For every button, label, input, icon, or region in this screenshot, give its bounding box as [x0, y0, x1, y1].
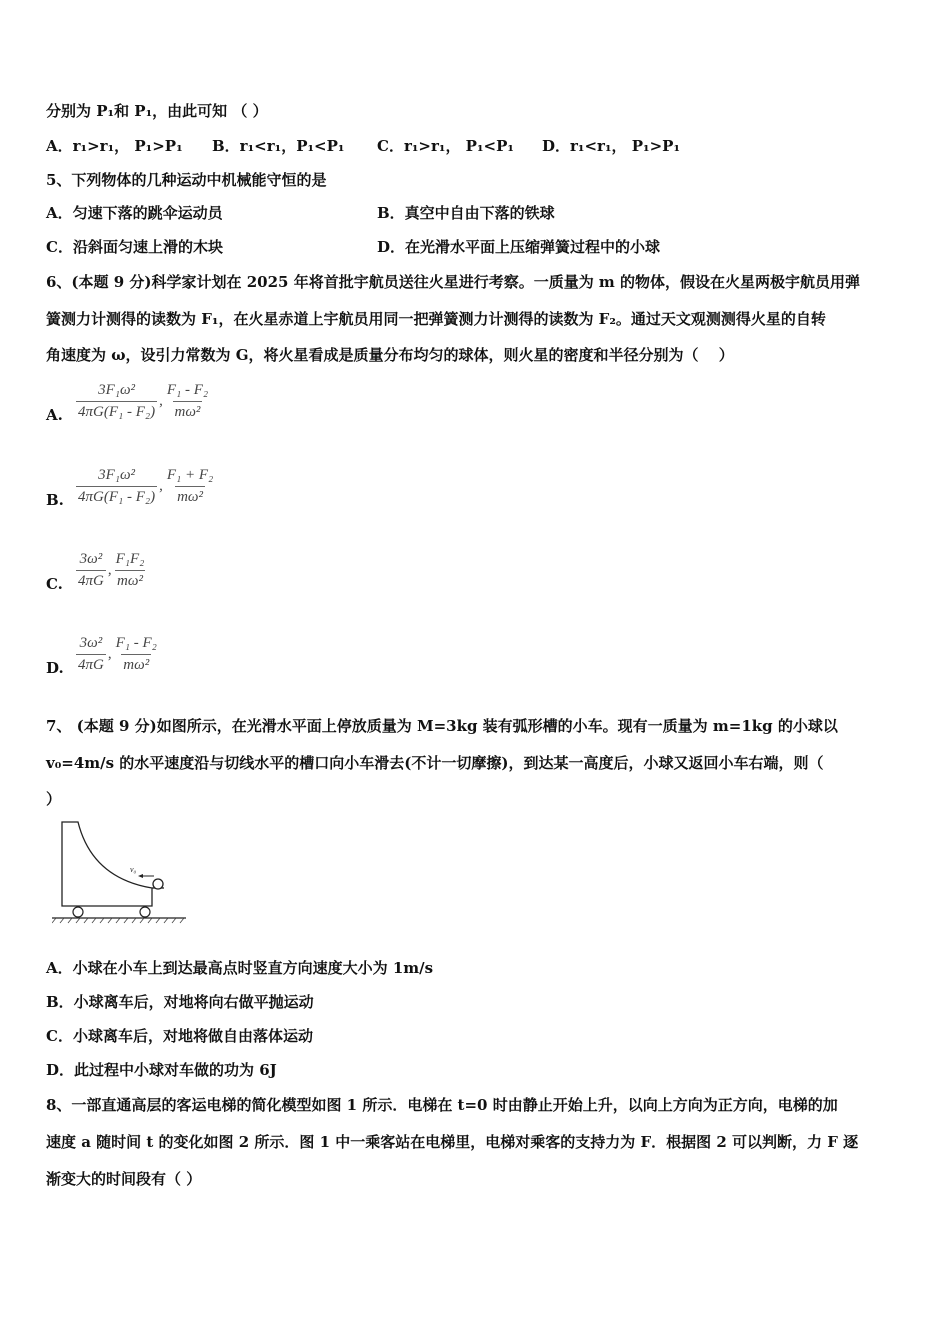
q5-option-a: A．匀速下落的跳伞运动员: [46, 204, 223, 222]
numerator: 3ω²: [79, 635, 103, 651]
fraction: [165, 467, 215, 506]
q7-stem-line2: v₀=4m/s 的水平速度沿与切线水平的槽口向小车滑去(不计一切摩擦)，到达某一高度后，小球又返回小车右端，则（: [46, 754, 824, 772]
q6-stem-line2: 簧测力计测得的读数为 F₁，在火星赤道上宇航员用同一把弹簧测力计测得的读数为 F₂。通过天文观测测得火星的自转: [46, 310, 826, 328]
numerator: 3ω²: [79, 551, 103, 567]
numerator: 3F₁ω²: [98, 467, 136, 483]
denominator: 4πG: [76, 654, 106, 674]
numerator: F₁ - F₂: [166, 382, 209, 398]
q4-option-b: B．r₁<r₁，P₁<P₁: [212, 137, 345, 155]
q6-option-a-formula: [76, 382, 210, 421]
q4-option-a: A．r₁>r₁， P₁>P₁: [46, 137, 183, 155]
q4-option-d: D．r₁<r₁， P₁>P₁: [542, 137, 681, 155]
fraction: [76, 467, 157, 506]
velocity-label: v₀: [130, 865, 137, 874]
q4-stem-tail: 分别为 P₁和 P₁，由此可知 （ ）: [46, 102, 268, 120]
denominator: 4πG(F₁ - F₂): [76, 486, 157, 506]
q6-option-c-formula: [76, 551, 146, 590]
q8-stem-line1: 8、一部直通高层的客运电梯的简化模型如图 1 所示．电梯在 t=0 时由静止开始上升，以向上方向为正方向，电梯的加: [46, 1096, 838, 1114]
comma: ,: [159, 393, 163, 409]
fraction: [76, 382, 157, 421]
cart-with-curved-groove-figure: [52, 818, 192, 930]
q7-option-b: B．小球离车后，对地将向右做平抛运动: [46, 993, 314, 1011]
q4-option-c: C．r₁>r₁， P₁<P₁: [377, 137, 514, 155]
q5-option-d: D．在光滑水平面上压缩弹簧过程中的小球: [377, 238, 661, 256]
q7-option-d: D．此过程中小球对车做的功为 6J: [46, 1061, 277, 1079]
comma: ,: [107, 646, 112, 662]
q7-option-a: A．小球在小车上到达最高点时竖直方向速度大小为 1m/s: [46, 959, 434, 977]
q6-option-d-label: D.: [46, 659, 64, 677]
denominator: mω²: [121, 654, 151, 674]
numerator: F₁F₂: [115, 551, 145, 567]
q5-stem: 5、下列物体的几种运动中机械能守恒的是: [46, 171, 327, 189]
q6-option-b-formula: [76, 467, 215, 506]
q6-option-d-formula: [76, 635, 159, 674]
q6-stem-line1: 6、(本题 9 分)科学家计划在 2025 年将首批宇航员送往火星进行考察。一质量为 m 的物体，假设在火星两极宇航员用弹: [46, 273, 861, 291]
q5-option-c: C．沿斜面匀速上滑的木块: [46, 238, 223, 256]
fraction: [76, 551, 106, 590]
wheel: [140, 907, 150, 917]
q8-stem-line2: 速度 a 随时间 t 的变化如图 2 所示．图 1 中一乘客站在电梯里，电梯对乘客的支持力为 F．根据图 2 可以判断，力 F 逐: [46, 1133, 859, 1151]
ball: [153, 879, 163, 889]
q7-stem-line3: ）: [46, 790, 62, 808]
q6-stem-line3: 角速度为 ω，设引力常数为 G，将火星看成是质量分布均匀的球体，则火星的密度和半径分别为（ ）: [46, 346, 734, 364]
q6-option-b-label: B.: [46, 491, 64, 509]
denominator: mω²: [115, 570, 145, 590]
denominator: 4πG: [76, 570, 106, 590]
numerator: 3F₁ω²: [98, 382, 136, 398]
q6-option-a-label: A.: [46, 406, 63, 424]
denominator: mω²: [175, 486, 205, 506]
q7-option-c: C．小球离车后，对地将做自由落体运动: [46, 1027, 313, 1045]
fraction: [114, 635, 159, 674]
q5-option-b: B．真空中自由下落的铁球: [377, 204, 555, 222]
fraction: [165, 382, 210, 421]
comma: ,: [159, 478, 163, 494]
denominator: mω²: [173, 401, 203, 421]
q6-option-c-label: C.: [46, 575, 63, 593]
fraction: [76, 635, 106, 674]
q7-stem-line1: 7、 (本题 9 分)如图所示，在光滑水平面上停放质量为 M=3kg 装有弧形槽的小车。现有一质量为 m=1kg 的小球以: [46, 717, 838, 735]
fraction: [114, 551, 147, 590]
denominator: 4πG(F₁ - F₂): [76, 401, 157, 421]
numerator: F₁ + F₂: [166, 467, 214, 483]
q8-stem-line3: 渐变大的时间段有（ ）: [46, 1170, 202, 1188]
wheel: [73, 907, 83, 917]
comma: ,: [107, 562, 112, 578]
numerator: F₁ - F₂: [115, 635, 157, 651]
